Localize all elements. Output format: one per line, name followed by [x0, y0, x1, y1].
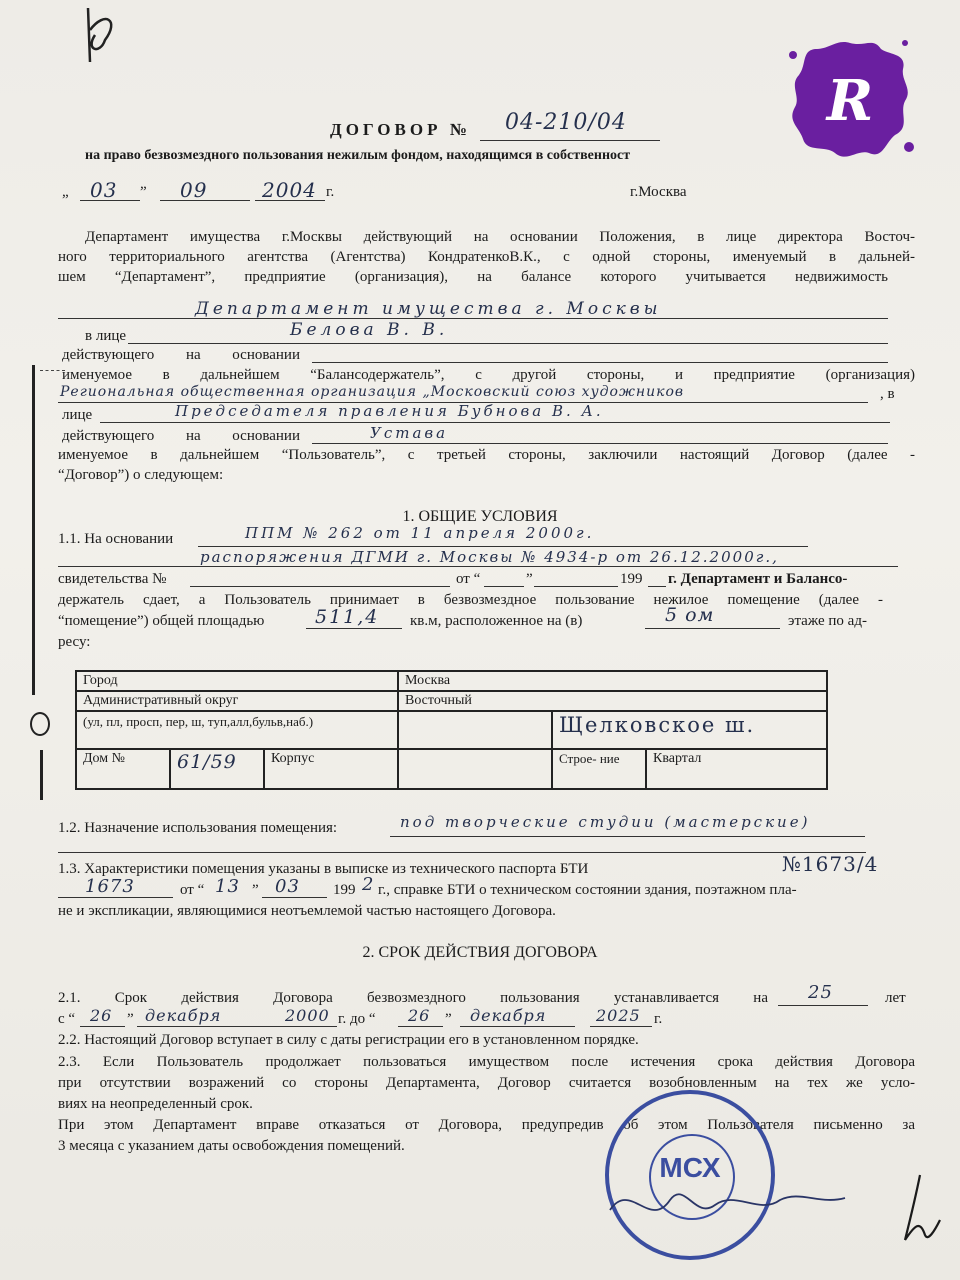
in-face-handwritten: Белова В. В. [290, 320, 449, 340]
street-value-cell [552, 711, 827, 749]
underline [306, 628, 402, 629]
underline [778, 1005, 868, 1006]
city-label: Город [76, 671, 398, 691]
bti-rest: г., справке БТИ о техническом состоянии здания, поэтажном пла- [378, 882, 797, 898]
face2-label: лице [62, 407, 93, 423]
underline [58, 897, 173, 898]
underline [484, 586, 524, 587]
clause-1-2-handwritten: под творческие студии (мастерские) [400, 813, 811, 831]
basis-label: 1.1. На основании [58, 531, 174, 547]
clause-2-4-line-1: При этом Департамент вправе отказаться от Договора, предупредив об этом Пользователя письменно за [58, 1117, 915, 1133]
house-handwritten: 61/59 [177, 751, 237, 773]
underline [312, 362, 888, 363]
term-from: с “ [58, 1011, 76, 1027]
basis2-handwritten: распоряжения ДГМИ г. Москвы № 4934-р от 26.12.2000г., [200, 548, 779, 566]
underline [460, 1026, 575, 1027]
document-subtitle: на право безвозмездного пользования нежилым фондом, находящимся в собственност [85, 148, 631, 163]
organization-handwritten: Региональная общественная организация „Московский союз художников [60, 384, 685, 400]
term-quote-1: ” [127, 1011, 134, 1027]
clause-2-3-line-2: при отсутствии возражений со стороны Департамента, Договор считается возобновленным на тех же усло- [58, 1075, 915, 1091]
stroenie-label: Строе- ние [552, 749, 646, 789]
acting-label: действующего на основании [62, 347, 300, 363]
city: г.Москва [630, 184, 687, 200]
watermark-logo-icon [785, 35, 915, 165]
clause-1-3-line-1: 1.3. Характеристики помещения указаны в выписке из технического паспорта БТИ [58, 861, 589, 877]
section-2-heading: 2. СРОК ДЕЙСТВИЯ ДОГОВОРА [362, 944, 598, 961]
underline [590, 1026, 652, 1027]
corner-mark-icon [60, 0, 140, 80]
street-label: (ул, пл, просп, пер, ш, туп,алл,бульв,наб.) [76, 711, 398, 749]
underline [262, 897, 327, 898]
underline [190, 586, 450, 587]
face2-handwritten: Председателя правления Бубнова В. А. [175, 402, 604, 420]
underline [198, 546, 808, 547]
bti-number2-handwritten: 1673 [85, 876, 135, 897]
underline [80, 200, 140, 201]
date-year: 2004 [262, 178, 317, 202]
certificate-year: 199 [620, 571, 643, 587]
certificate-from: от “ [456, 571, 481, 587]
house-value-cell [170, 749, 264, 789]
term-g: г. [654, 1011, 663, 1027]
underline [128, 343, 888, 344]
underline [100, 422, 890, 423]
certificate-quote: ” [526, 571, 533, 587]
named-balance-holder: именуемое в дальнейшем “Балансодержатель”, с другой стороны, и предприятие (организация) [62, 367, 915, 383]
korpus-label: Корпус [264, 749, 398, 789]
underline [398, 1026, 443, 1027]
certificate-label: свидетельства № [58, 571, 167, 587]
term-line: 2.1. Срок действия Договора безвозмездного пользования устанавливается на [58, 990, 768, 1006]
bti-from: от “ [180, 882, 205, 898]
term-year1-handwritten: 2000 [285, 1006, 330, 1025]
district-value: Восточный [398, 691, 827, 711]
preamble-line-3: шем “Департамент”, предприятие (организация), на балансе которого учитывается недвижимость [58, 269, 888, 285]
underline [160, 200, 250, 201]
in-face-label: в лице [85, 328, 127, 344]
term-day2-handwritten: 26 [408, 1006, 431, 1025]
margin-line [40, 750, 43, 800]
clause-2-3-line-1: 2.3. Если Пользователь продолжает пользоваться имуществом после истечения срока действия Договора [58, 1054, 915, 1070]
underline [312, 443, 888, 444]
korpus-value-cell [398, 749, 552, 789]
organization-suffix: , в [880, 386, 895, 402]
address-table [75, 670, 828, 790]
floor-handwritten: 5 ом [665, 604, 715, 626]
stamp-label: МСХ [659, 1152, 721, 1183]
margin-line [32, 365, 35, 695]
underline [645, 628, 780, 629]
contract-number: 04-210/04 [505, 110, 627, 135]
date-suffix: г. [326, 184, 335, 200]
acting2-label: действующего на основании [62, 428, 300, 444]
clause-1-2-label: 1.2. Назначение использования помещения: [58, 820, 338, 836]
certificate-rest: г. Департамент и Балансо- [668, 571, 848, 587]
preamble-line-1: Департамент имущества г.Москвы действующий на основании Положения, в лице директора Восточ- [85, 229, 915, 245]
area-label: “помещение”) общей площадью [58, 613, 265, 629]
signature-icon [600, 1170, 860, 1250]
underline [480, 140, 660, 141]
underline [58, 566, 898, 567]
document-title [330, 120, 471, 140]
city-value: Москва [398, 671, 827, 691]
hole-punch [30, 712, 50, 736]
preamble-line-2: ного территориального агентства (Агентства) КондратенкоВ.К., с одной стороны, именуемый в дальней- [58, 249, 915, 265]
acting2-handwritten: Устава [370, 424, 449, 442]
term-years-handwritten: 25 [808, 982, 833, 1003]
named-user-cont: “Договор”) о следующем: [58, 467, 224, 483]
bti-year-prefix: 199 [333, 882, 356, 898]
clause-2-2: 2.2. Настоящий Договор вступает в силу с даты регистрации его в установленном порядке. [58, 1032, 639, 1048]
term-year2-handwritten: 2025 [596, 1006, 641, 1025]
underline [255, 200, 325, 201]
term-month2-handwritten: декабря [470, 1006, 547, 1025]
underline [648, 586, 666, 587]
term-month1-handwritten: декабря [145, 1006, 222, 1025]
term-years-word: лет [885, 990, 906, 1006]
date-close-quote: ” [140, 184, 147, 200]
title-prefix: ДОГОВОР № [330, 120, 471, 139]
bti-month-handwritten: 03 [275, 876, 300, 897]
term-quote-2: ” [445, 1011, 452, 1027]
street-empty-cell [398, 711, 552, 749]
underline [80, 1026, 125, 1027]
logo-letter: R [826, 68, 874, 134]
bti-quote: ” [252, 882, 259, 898]
owner-handwritten: Департамент имущества г. Москвы [195, 299, 662, 319]
named-user: именуемое в дальнейшем “Пользователь”, с третьей стороны, заключили настоящий Договор (далее - [58, 447, 915, 463]
term-day1-handwritten: 26 [90, 1006, 113, 1025]
date-day: 03 [90, 178, 118, 202]
area-unit-label: кв.м, расположенное на (в) [410, 613, 583, 629]
street-handwritten: Щелковское ш. [559, 713, 756, 737]
underline [58, 852, 866, 853]
give-line: держатель сдает, а Пользователь принимает в безвозмездное пользование нежилое помещение (далее - [58, 592, 883, 608]
bti-number-handwritten: №1673/4 [782, 852, 879, 876]
area-handwritten: 511,4 [315, 606, 380, 628]
section-1-heading: 1. ОБЩИЕ УСЛОВИЯ [402, 508, 558, 525]
underline [534, 586, 618, 587]
basis-handwritten: ППМ № 262 от 11 апреля 2000г. [245, 524, 595, 542]
date-open-quote: „ [62, 184, 69, 200]
kvartal-label: Квартал [646, 749, 827, 789]
clause-1-3-line-3: не и экспликации, являющимися неотъемлемой частью настоящего Договора. [58, 903, 556, 919]
date-month: 09 [180, 178, 208, 202]
clause-2-4-line-2: 3 месяца с указанием даты освобождения помещений. [58, 1138, 405, 1154]
underline [390, 836, 865, 837]
clause-2-3-line-3: виях на неопределенный срок. [58, 1096, 253, 1112]
floor-label: этаже по ад- [788, 613, 867, 629]
underline [137, 1026, 337, 1027]
house-label: Дом № [76, 749, 170, 789]
bti-day-handwritten: 13 [215, 876, 240, 897]
term-to: г. до “ [338, 1011, 376, 1027]
district-label: Административный округ [76, 691, 398, 711]
bti-year-handwritten: 2 [362, 874, 375, 895]
signature-icon [890, 1170, 950, 1250]
address-label: ресу: [58, 634, 91, 650]
